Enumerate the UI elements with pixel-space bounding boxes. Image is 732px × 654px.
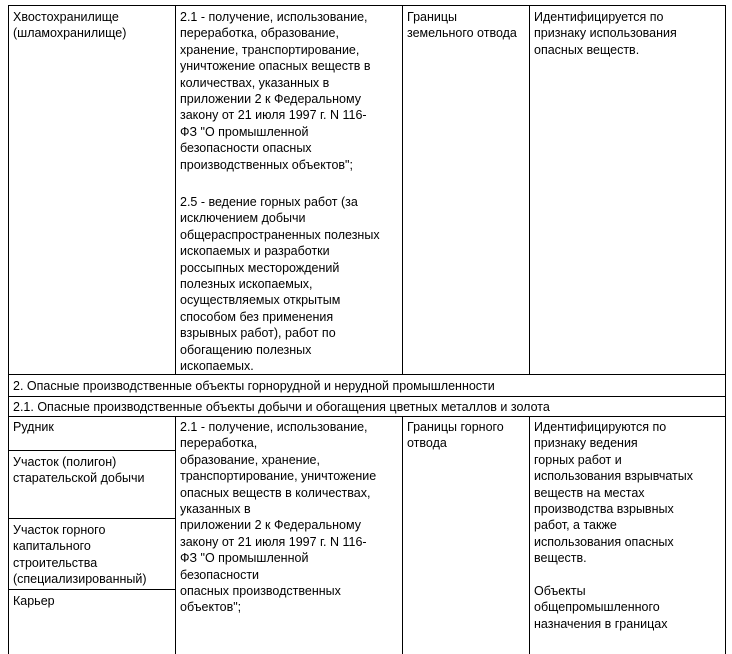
table-border-right <box>725 5 726 654</box>
object-tailings-cell: Хвостохранилище (шламохранилище) <box>13 10 127 41</box>
table-border-left <box>8 5 9 654</box>
object-mine-cell: Рудник <box>13 420 54 434</box>
activity-cell: 2.5 - ведение горных работ (за исключением добычи общераспространенных полезных ископаемых и разработки россыпных месторождений полезных ископаемых, осуществляемых открытым способом без применения взрывных работ), работ по обогащению полезных ископаемых. <box>180 195 380 374</box>
section-heading: 2. Опасные производственные объекты горнорудной и нерудной промышленности <box>13 379 495 393</box>
sub-row-divider <box>8 450 175 451</box>
sub-row-divider <box>8 589 175 590</box>
subsection-heading: 2.1. Опасные производственные объекты добычи и обогащения цветных металлов и золота <box>13 400 550 414</box>
table-border-top <box>8 5 726 6</box>
activity-cell: 2.1 - получение, использование, переработка, образование, хранение, транспортирование, уничтожение опасных веществ в количествах, указанных в приложении 2 к Федеральному закону от 21 июля 1997 г. N 116- ФЗ "О промышленной безопасности опасных производственных объектов"; <box>180 10 371 172</box>
column-divider <box>529 5 530 374</box>
object-quarry-cell: Карьер <box>13 594 55 608</box>
column-divider <box>402 416 403 654</box>
row-divider <box>8 416 726 417</box>
activity-cell: 2.1 - получение, использование, переработка, образование, хранение, транспортирование, уничтожение опасных веществ в количествах, указанных в приложении 2 к Федеральному закону от 21 июля 1997 г. N 116- ФЗ "О промышленной безопасности опасных производственных объектов"; <box>180 420 377 615</box>
boundary-cell: Границы горного отвода <box>407 420 504 451</box>
identification-cell: Идентифицируется по признаку использования опасных веществ. <box>534 10 677 57</box>
object-prospecting-site-cell: Участок (полигон) старательской добычи <box>13 455 145 486</box>
column-divider <box>402 5 403 374</box>
object-construction-site-cell: Участок горного капитального строительства (специализированный) <box>13 523 147 587</box>
column-divider <box>529 416 530 654</box>
column-divider <box>175 5 176 374</box>
sub-row-divider <box>8 518 175 519</box>
column-divider <box>175 416 176 654</box>
boundary-cell: Границы земельного отвода <box>407 10 517 41</box>
row-divider <box>8 396 726 397</box>
identification-cell: Идентифицируются по признаку ведения горных работ и использования взрывчатых веществ на местах производства взрывных работ, а также использования опасных веществ. Объекты общепромышленного назначения в границах <box>534 420 694 631</box>
